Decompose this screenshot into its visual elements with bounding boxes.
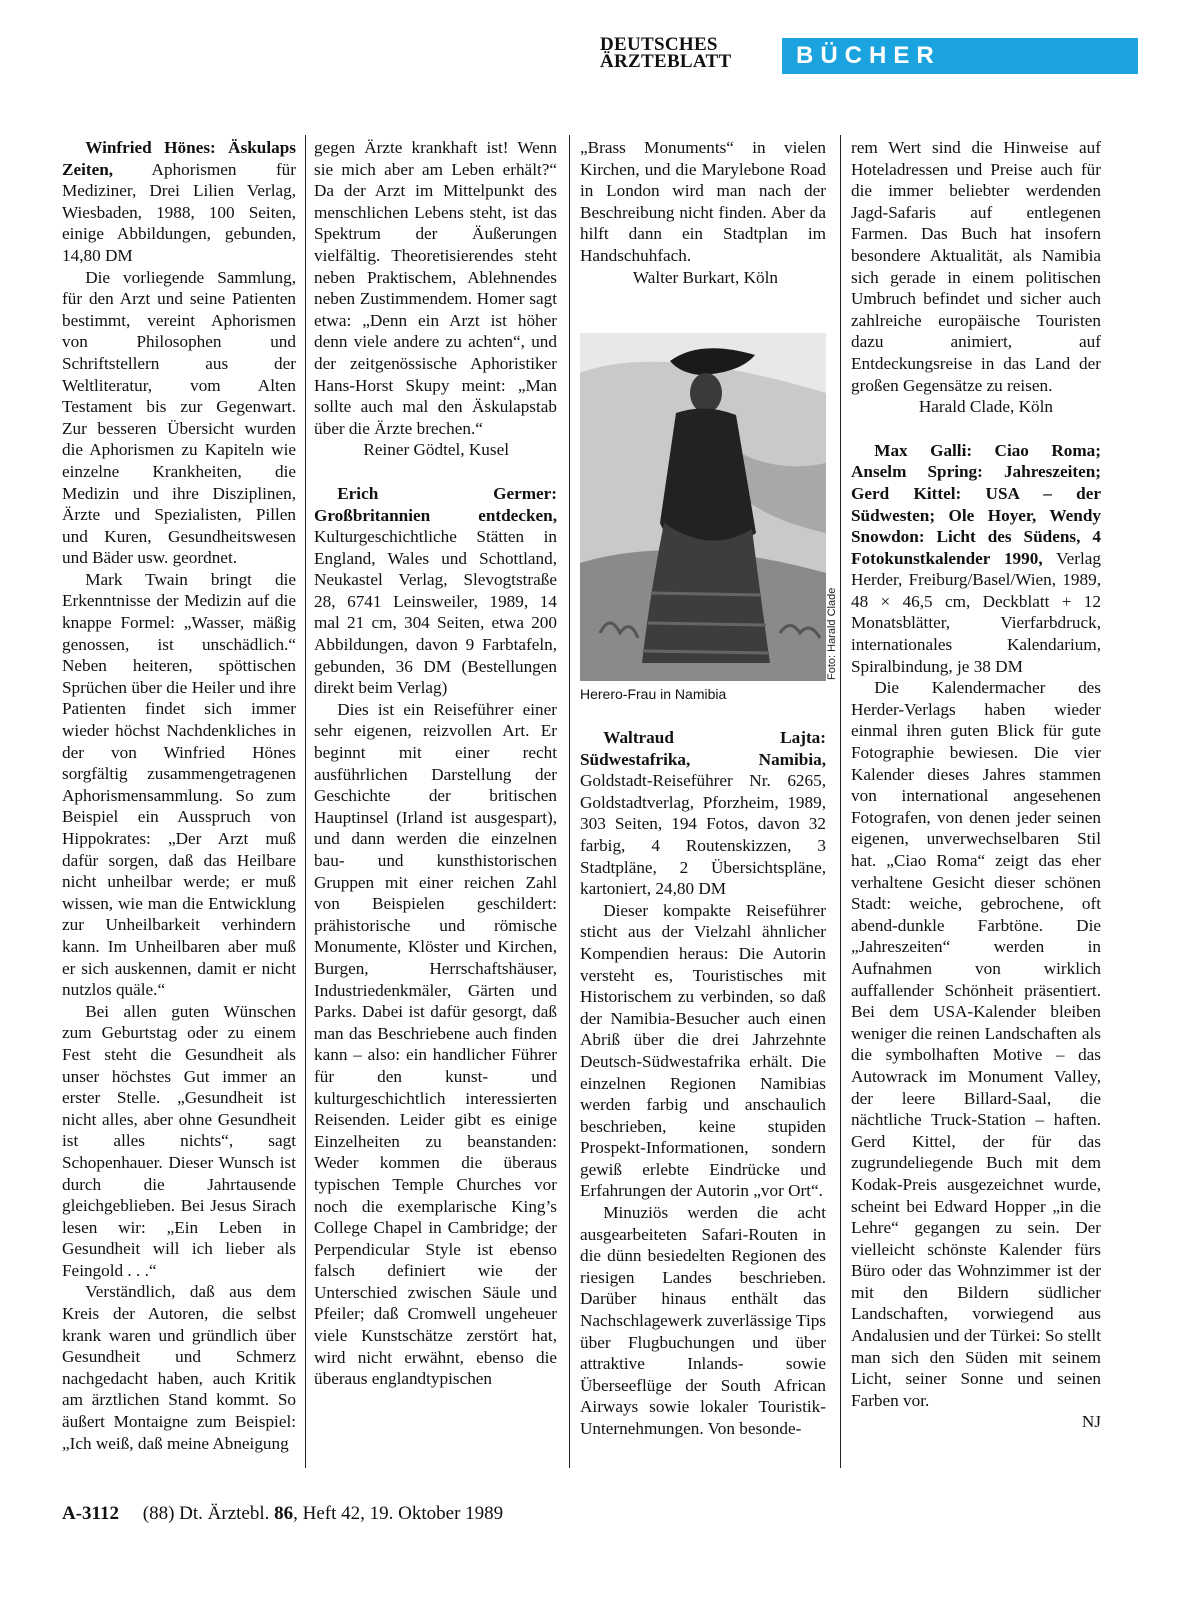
review-signature: Reiner Gödtel, Kusel	[363, 440, 509, 460]
paragraph: Dies ist ein Reiseführer einer sehr eigenen, reizvollen Art. Er beginnt mit einer recht ausführlichen Darstellung der Geschichte der britischen Hauptinsel (Irland ist ausgespart), und dann werden die einzelnen bau- und kunsthistorischen Gruppen mit einer reichen Zahl von Beispielen geschildert: prähistorische und römische Monumente, Klöster und Kirchen, Burgen, Herrschaftshäuser, Industriedenkmäler, Gärten und Parks. Dabei ist dafür gesorgt, daß man das Beschriebene auch finden kann – also: ein handlicher Führer für den kunst- und kulturgeschichtlich interessierten Reisenden. Leider gibt es einige Einzelheiten zu beanstanden: Weder kommen die überaus typischen Temple Churches vor noch die exemplarische King’s College Chapel in Cambridge; der Perpendicular Style ist ebenso falsch definiert wie der Unterschied zwischen Säule und Pfeiler; daß Cromwell ungeheuer viele Kunstschätze zerstört hat, wird nicht erwähnt, ebenso die überaus englandtypischen	[314, 699, 557, 1389]
journal-logo	[600, 36, 776, 70]
photo-credit: Foto: Harald Clade	[826, 587, 838, 680]
review-signature: NJ	[1081, 1412, 1101, 1432]
journal-name-line2: ÄRZTEBLATT	[600, 51, 732, 72]
photo-herero-woman	[580, 333, 826, 681]
column-rule	[569, 135, 570, 1468]
review-signature: Walter Burkart, Köln	[632, 267, 778, 287]
review-title: Erich Germer: Großbritannien entdecken,	[314, 483, 557, 525]
citation-prefix: (88) Dt. Ärztebl.	[142, 1503, 270, 1524]
review-biblio: Verlag Herder, Freiburg/Basel/Wien, 1989, 48 × 46,5 cm, Deckblatt + 12 Monatsblätter, Vierfarbdruck, internationales Kalendarium, Spiralbindung, je 38 DM	[851, 548, 1101, 676]
review-biblio: Goldstadt-Reiseführer Nr. 6265, Goldstadtverlag, Pforzheim, 1989, 303 Seiten, 194 Fotos, davon 32 farbig, 4 Routenskizzen, 3 Stadtpläne, 2 Übersichtspläne, kartoniert, 24,80 DM	[580, 771, 826, 899]
paragraph: rem Wert sind die Hinweise auf Hoteladressen und Preise auch für die immer beliebter werdenden Jagd-Safaris auf entlegenen Farmen. Das Buch hat insofern besondere Aktualität, als Namibia sich gerade in einem politischen Umbruch befindet und sicher auch zahlreiche europäische Touristen dazu animiert, auf Entdeckungsreise in das Land der großen Gegensätze zu reisen.	[851, 138, 1101, 395]
paragraph: Mark Twain bringt die Erkenntnisse der Medizin auf die knappe Formel: „Wasser, mäßig genossen, ist unschädlich.“ Neben heiteren, spöttischen Sprüchen über die Heiler und ihre Patienten findet sich immer wieder höchst Nachdenkliches in der von Winfried Hönes sorgfältig zusammengetragenen Aphorismensammlung. So zum Beispiel ein Ausspruch von Hippokrates: „Der Arzt muß dafür sorgen, daß das Heilbare nicht unheilbar werde; er muß wissen, wie man die Entwicklung zur Unheilbarkeit verhindern kann. Im Unheilbaren aber muß er sich auskennen, damit er nicht nutzlos quäle.“	[62, 569, 296, 1000]
review-heading	[851, 440, 1101, 678]
paragraph: Minuziös werden die acht ausgearbeiteten Safari-Routen in die dünn besiedelten Regionen des riesigen Landes beschrieben. Darüber hinaus enthält das Nachschlagewerk zuverlässige Tips über Flugbuchungen und über attraktive Inlands- sowie Überseeflüge der South African Airways sowie lokaler Touristik-Unternehmungen. Von besonde-	[580, 1203, 826, 1438]
paragraph: Dieser kompakte Reiseführer sticht aus der Vielzahl ähnlicher Kompendien heraus: Die Autorin versteht es, Touristisches mit Historischem zu verbinden, so daß der Namibia-Besucher auch einen Abriß über die drei Jahrzehnte Deutsch-Südwestafrika erhält. Die einzelnen Regionen Namibias werden farbig und anschaulich beschrieben, keine stupiden Prospekt-Informationen, sondern gewiß erlebte Eindrücke und Erfahrungen der Autorin „vor Ort“.	[580, 900, 826, 1201]
review-title: Max Galli: Ciao Roma; Anselm Spring: Jahreszeiten; Gerd Kittel: USA – der Südwesten; Ole Hoyer, Wendy Snowdon: Licht des Südens, 4 Fotokunstkalender 1990,	[851, 440, 1101, 568]
paragraph: gegen Ärzte krankhaft ist! Wenn sie mich aber am Leben erhält?“ Da der Arzt im Mittelpunkt des menschlichen Lebens steht, ist das Spektrum der Äußerungen vielfältig. Theoretisierendes steht neben Praktischem, Ablehnendes neben Zustimmendem. Homer sagt etwa: „Denn ein Arzt ist höher denn viele andere zu achten“, und der zeitgenössische Aphoristiker Hans-Horst Skupy meint: „Man sollte auch mal den Äskulapstab über die Ärzte brechen.“	[314, 138, 557, 438]
page-footer	[62, 1503, 503, 1525]
column-1	[62, 137, 296, 1454]
review-biblio: Aphorismen für Mediziner, Drei Lilien Verlag, Wiesbaden, 1988, 100 Seiten, einige Abbildungen, gebunden, 14,80 DM	[62, 159, 296, 265]
photo-caption: Herero-Frau in Namibia	[580, 686, 727, 702]
journal-name-line1: DEUTSCHES	[600, 34, 718, 55]
masthead	[600, 34, 1140, 76]
column-rule	[840, 135, 841, 1468]
paragraph: Die vorliegende Sammlung, für den Arzt und seine Patienten bestimmt, vereint Aphorismen von Philosophen und Schriftstellern aus der Weltliteratur, vom Alten Testament bis zur Gegenwart. Zur besseren Übersicht wurden die Aphorismen zu Kapiteln wie einzelne Krankheiten, die Medizin und ihre Disziplinen, Ärzte und Spezialisten, Pillen und Kuren, Gesundheitswesen und Bäder usw. geordnet.	[62, 267, 296, 568]
citation-suffix: , Heft 42, 19. Oktober 1989	[293, 1503, 504, 1524]
paragraph: Die Kalendermacher des Herder-Verlags haben wieder einmal ihren guten Blick für gute Fotographie bewiesen. Die vier Kalender dieses Jahres stammen von international angesehenen Fotografen, von denen jeder seinen eigenen, unverwechselbaren Stil hat. „Ciao Roma“ zeigt das eher verhaltene Gesicht dieser schönen Stadt: weiche, gebrochene, oft abend-dunkle Farbtöne. Die „Jahreszeiten“ werden in Aufnahmen von wirklich auffallender Schönheit präsentiert. Bei dem USA-Kalender bleiben weniger die reinen Landschaften als die symbolhaften Motive – das Autowrack im Monument Valley, der leere Billard-Saal, die nächtliche Truck-Station – haften. Gerd Kittel, der für das zugrundeliegende Buch mit dem Kodak-Preis ausgezeichnet wurde, scheint bei Edward Hopper „in die Lehre“ gegangen zu sein. Der vielleicht schönste Kalender fürs Büro oder das Wohnzimmer ist der mit den Bildern südlicher Landschaften, vorwiegend aus Andalusien und der Türkei: So stellt man sich den Süden mit seinem Licht, seiner Sonne und seinen Farben vor.	[851, 678, 1101, 1410]
review-heading	[580, 727, 826, 900]
review-biblio: Kulturgeschichtliche Stätten in England, Wales und Schottland, Neukastel Verlag, Slevogtstraße 28, 6741 Leinsweiler, 1989, 14 mal 21 cm, 304 Seiten, etwa 200 Abbildungen, davon 9 Farbtafeln, gebunden, 36 DM (Bestellungen direkt beim Verlag)	[314, 527, 557, 698]
photo-illustration	[580, 333, 826, 681]
paragraph: „Brass Monuments“ in vielen Kirchen, und die Marylebone Road in London wird man nach der Beschreibung nicht finden. Aber da hilft dann ein Stadtplan im Handschuhfach.	[580, 138, 826, 265]
review-heading	[314, 483, 557, 699]
citation-volume: 86	[274, 1503, 294, 1524]
review-title: Winfried Hönes: Äskulaps Zeiten,	[62, 138, 296, 179]
review-signature: Harald Clade, Köln	[918, 397, 1053, 417]
column-2	[314, 137, 557, 1390]
column-rule	[305, 135, 306, 1468]
column-3-bottom	[580, 727, 826, 1440]
column-4	[851, 137, 1101, 1433]
column-3-top	[580, 137, 826, 288]
section-banner: BÜCHER	[782, 38, 1138, 74]
review-title: Waltraud Lajta: Südwestafrika, Namibia,	[580, 728, 826, 769]
paragraph: Bei allen guten Wünschen zum Geburtstag oder zu einem Fest steht die Gesundheit als unser höchstes Gut immer an erster Stelle. „Gesundheit ist nicht alles, aber ohne Gesundheit ist alles nichts“, sagt Schopenhauer. Dieser Wunsch ist durch die Jahrtausende gleichgeblieben. Bei Jesus Sirach lesen wir: „Ein Leben in Gesundheit will ich lieber als Feingold . . .“	[62, 1001, 296, 1280]
paragraph: Verständlich, daß aus dem Kreis der Autoren, die selbst krank waren und gründlich über Gesundheit und Schmerz nachgedacht haben, auch Kritik am ärztlichen Stand kommt. So äußert Montaigne zum Beispiel: „Ich weiß, daß meine Abneigung	[62, 1282, 296, 1453]
page-code: A-3112	[62, 1503, 119, 1524]
review-heading	[62, 137, 296, 267]
